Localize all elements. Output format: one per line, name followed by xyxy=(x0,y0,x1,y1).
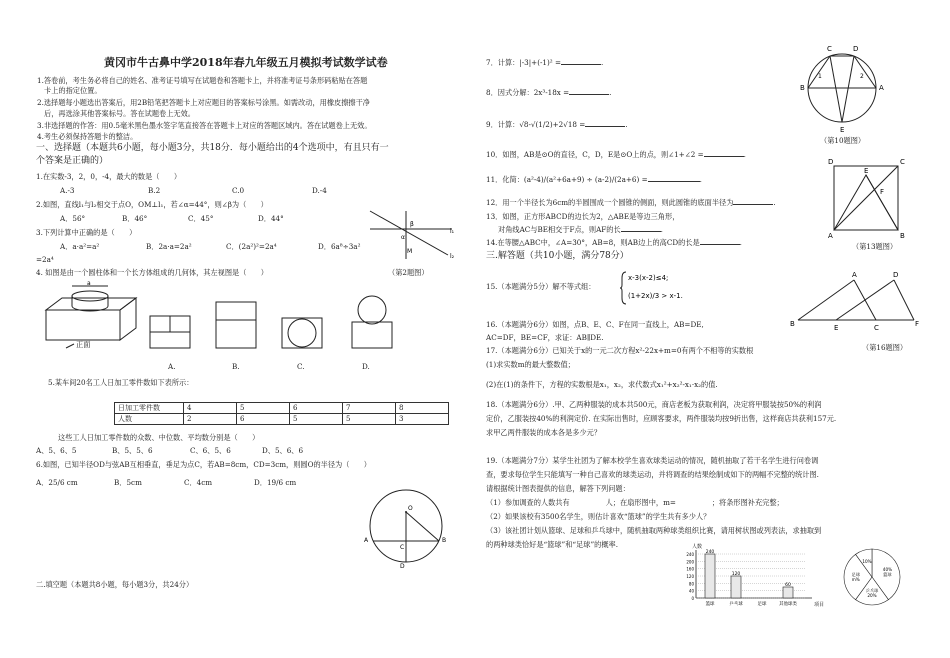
tick-label: 120 xyxy=(686,574,694,579)
question-18: 18.（本题满分6分）.甲、乙两种服装的成本共500元，商店老板为获取利润，决定将甲服装按50%的利润 xyxy=(486,400,822,409)
question-2: 2.如图，直线l₁与l₂相交于点O，OM⊥l₁，若∠α=44°，则∠β为（ ） xyxy=(36,200,268,209)
slice-label: 20% xyxy=(867,593,877,599)
front-label: 正面 xyxy=(76,340,91,349)
q4-option-shapes xyxy=(150,298,390,354)
section-heading: 三.解答题（共10小题，满分78分） xyxy=(486,251,629,261)
option: C、6、5、6 xyxy=(190,446,231,455)
bar xyxy=(731,576,741,598)
instruction-line: 3.非选择题的作答：用0.5毫米黑色墨水签字笔直接答在答题卡上对应的答题区域内。答在试题卷上无效。 xyxy=(37,121,372,130)
slice-label: 篮球 xyxy=(883,571,892,577)
table-cell: 人数 xyxy=(115,414,184,425)
category-label: 乒乓球 xyxy=(729,602,743,607)
data-label: 240 xyxy=(705,550,715,555)
question-19-4: 的两种球类恰好是“篮球”和“足球”的概率. xyxy=(486,540,618,549)
point-label: D xyxy=(853,45,859,53)
option: D．19/6 cm xyxy=(254,478,297,487)
category-label: 篮球 xyxy=(705,602,715,607)
table-cell: 日加工零件数 xyxy=(115,403,184,414)
option: B. xyxy=(232,362,240,371)
svg-text:β: β xyxy=(410,221,414,228)
option: =2a⁴ xyxy=(36,255,54,264)
point-label: E xyxy=(840,126,845,134)
table-cell: 6 xyxy=(237,414,290,425)
bar xyxy=(705,554,715,598)
question-19-3: （3）该社团计划从篮球、足球和乒乓球中，随机抽取两种球类组织比赛，请用树状图或列表法，求抽取到 xyxy=(486,526,822,535)
question-15: 15.（本题满分5分）解不等式组： xyxy=(486,282,596,291)
question-1: 1.在实数-3，2，0，-4，最大的数是（ ） xyxy=(36,172,182,181)
point-label: A xyxy=(828,232,833,240)
bar xyxy=(783,587,793,598)
point-label: A xyxy=(852,271,857,279)
question-text: 10．如图，AB是⊙O的直径，C，D，E是⊙O上的点，则∠1+∠2 = xyxy=(486,150,704,159)
table-cell: 2 xyxy=(184,414,237,425)
q16-triangles-figure xyxy=(790,270,920,332)
table-cell: 5 xyxy=(290,414,343,425)
question-10: 10．如图，AB是⊙O的直径，C，D，E是⊙O上的点，则∠1+∠2 = . xyxy=(486,150,746,159)
point-label: B xyxy=(790,320,795,328)
answer-blank xyxy=(700,244,740,245)
question-19c: 请根据统计图表提供的信息，解答下列问题： xyxy=(486,484,630,493)
question-7: 7．计算：|-3|+(-1)² = . xyxy=(486,58,604,67)
fill-section-heading: 二.填空题（本题共8小题，每小题3分，共24分） xyxy=(36,580,194,589)
point-label: C xyxy=(400,544,405,551)
option: C．(2a²)²=2a⁴ xyxy=(226,242,277,251)
question-text: 8．因式分解：2x³-18x = xyxy=(486,88,570,97)
point-label: C xyxy=(827,45,832,53)
q4-solid-figure xyxy=(40,282,144,352)
point-label: E xyxy=(834,324,839,332)
option: A. xyxy=(168,362,176,371)
data-label: 120 xyxy=(731,572,741,577)
point-label: D xyxy=(400,563,405,570)
option: C.0 xyxy=(232,186,245,195)
tick-label: 80 xyxy=(688,581,694,587)
table-cell: 8 xyxy=(396,403,449,414)
system-line: (1+2x)/3 > x-1. xyxy=(628,292,683,300)
point-label: F xyxy=(880,188,885,196)
question-16b: AC=DF，BE=CF，求证：AB∥DE. xyxy=(486,333,604,342)
option: B．2a·a=2a² xyxy=(146,242,192,251)
option: A．a·a²=a² xyxy=(60,242,100,251)
slice-label: 乒乓球 xyxy=(865,588,879,594)
question-17: 17.（本题满分6分）已知关于x的一元二次方程x²-22x+m=0有两个不相等的实数根 xyxy=(486,346,754,355)
tick-label: 240 xyxy=(686,552,694,557)
slice-label: m% xyxy=(851,577,860,582)
question-12: 12．用一个半径长为6cm的半圆围成一个圆锥的侧面，则此圆锥的底面半径为 . xyxy=(486,198,776,207)
option: C. xyxy=(297,362,305,371)
point-label: O xyxy=(408,505,413,512)
svg-text:l₁: l₁ xyxy=(450,228,455,235)
point-label: F xyxy=(915,320,920,328)
option: B．5cm xyxy=(114,478,142,487)
figure-caption: （第16题图） xyxy=(862,343,908,352)
option: A．25/6 cm xyxy=(36,478,78,487)
answer-blank xyxy=(561,64,601,65)
category-label: 足球 xyxy=(757,602,767,607)
system-line: x-3(x-2)≤4; xyxy=(628,274,669,282)
option: A、5、6、5 xyxy=(36,446,77,455)
option: D. xyxy=(362,362,370,371)
answer-blank xyxy=(733,204,773,205)
answer-blank xyxy=(585,126,625,127)
slice-label: 40% xyxy=(882,566,893,572)
question-3: 3.下列计算中正确的是（ ） xyxy=(36,228,137,237)
question-text: 11．化简：(a²-4)/(a²+6a+9) ÷ (a-2)/(2a+6) = xyxy=(486,175,648,184)
question-19b: 查，要求每位学生只能填写一种自己喜欢的球类运动，并将调查的结果绘制成如下的两幅不完整的统计图. xyxy=(486,470,819,479)
instruction-line: 卡上的指定位置。 xyxy=(44,86,102,95)
section-heading: 个答案是正确的） xyxy=(36,156,109,166)
question-text: 对角线AC与BE相交于F点，则AF的长 xyxy=(498,225,621,234)
point-label: A xyxy=(364,537,369,544)
svg-text:l₂: l₂ xyxy=(450,253,455,260)
svg-text:M: M xyxy=(407,248,413,255)
figure-caption: （第2题图） xyxy=(388,268,429,277)
point-label: D xyxy=(828,158,834,166)
question-11: 11．化简：(a²-4)/(a²+6a+9) ÷ (a-2)/(2a+6) = . xyxy=(486,175,702,184)
figure-caption: （第13题图） xyxy=(852,242,898,251)
question-18b: 定价，乙服装按40%的利润定价. 在实际出售时，应顾客要求，两件服装均按9折出售，这样商店共获利157元. xyxy=(486,414,837,423)
question-text: 9．计算：√8-√(1/2)+2√18 = xyxy=(486,120,586,129)
question-19: 19.（本题满分7分）某学生社团为了解本校学生喜欢球类运动的情况，随机抽取了若干名学生进行问卷调 xyxy=(486,456,819,465)
svg-text:α: α xyxy=(401,234,405,241)
question-5: 5.某车间20名工人日加工零件数如下表所示： xyxy=(48,378,194,387)
table-row xyxy=(115,414,449,425)
category-label: 其他球类 xyxy=(779,602,797,607)
question-9: 9．计算：√8-√(1/2)+2√18 = . xyxy=(486,120,628,129)
point-label: C xyxy=(900,158,905,166)
q4-dim-label: a xyxy=(87,280,91,287)
q2-figure xyxy=(366,205,456,265)
answer-blank xyxy=(621,231,661,232)
tick-label: 200 xyxy=(686,559,694,565)
option: B.2 xyxy=(148,186,161,195)
question-6: 6.如图，已知半径OD与弦AB互相垂直，垂足为点C，若AB=8cm，CD=3cm，则圆O的半径为（ ） xyxy=(36,460,371,469)
q6-circle-figure xyxy=(366,488,446,568)
question-19-1: （1）参加调查的人数共有 人；在扇形图中，m= ；将条形图补充完整； xyxy=(486,498,784,507)
question-text: 14.在等腰△ABC中，∠A=30°，AB=8，则AB边上的高CD的长是 xyxy=(486,238,700,247)
option: B．46° xyxy=(122,214,148,223)
point-label: B xyxy=(800,84,805,92)
q19-bar-chart xyxy=(680,544,830,610)
q5-table xyxy=(114,402,449,425)
point-label: E xyxy=(864,167,869,175)
question-text: 7．计算：|-3|+(-1)² = xyxy=(486,58,561,67)
option: D、5、6、6 xyxy=(262,446,304,455)
question-13b: 对角线AC与BE相交于F点，则AF的长 . xyxy=(498,225,663,234)
point-label: D xyxy=(893,271,899,279)
option: C．4cm xyxy=(184,478,213,487)
q15-system-figure xyxy=(620,270,710,306)
table-cell: 5 xyxy=(343,414,396,425)
question-text: 12．用一个半径长为6cm的半圆围成一个圆锥的侧面，则此圆锥的底面半径为 xyxy=(486,198,734,207)
table-cell: 7 xyxy=(343,403,396,414)
tick-label: 40 xyxy=(688,588,694,594)
x-axis-label: 项目 xyxy=(814,602,825,608)
angle-label: 1 xyxy=(818,73,822,80)
question-13: 13．如图，正方形ABCD的边长为2，△ABE是等边三角形， xyxy=(486,212,680,221)
question-17b: (2)在(1)的条件下，方程的实数根是x₁，x₂，求代数式x₁²+x₂²-x₁·x₂的值. xyxy=(486,380,718,389)
option: A.-3 xyxy=(60,186,75,195)
answer-blank xyxy=(648,181,700,182)
point-label: C xyxy=(874,324,879,332)
answer-blank xyxy=(569,94,609,95)
question-18c: 求甲乙两件服装的成本各是多少元？ xyxy=(486,428,602,437)
data-label: 60 xyxy=(785,583,791,588)
section-heading: 一、选择题（本题共6小题，每小题3分，共18分．每小题给出的4个选项中，有且只有一 xyxy=(36,143,389,153)
option: D．6a⁸÷3a² xyxy=(318,242,361,251)
instruction-line: 4.考生必须保持答题卡的整洁。 xyxy=(37,132,138,141)
option: B、5、5、6 xyxy=(112,446,153,455)
q19-pie-chart xyxy=(836,546,910,608)
tick-label: 160 xyxy=(686,566,694,572)
option: D．44° xyxy=(258,214,284,223)
figure-caption: （第10题图） xyxy=(820,136,866,145)
q13-square-figure xyxy=(824,158,914,242)
instruction-line: 后，再选涂其他答案标号。答在试题卷上无效。 xyxy=(44,109,195,118)
table-row xyxy=(115,403,449,414)
question-8: 8．因式分解：2x³-18x = . xyxy=(486,88,612,97)
instruction-line: 2.选择题每小题选出答案后，用2B铅笔把答题卡上对应题目的答案标号涂黑。如需改动，用橡皮擦擦干净 xyxy=(37,98,370,107)
q10-circle-figure xyxy=(796,42,896,142)
point-label: B xyxy=(900,232,905,240)
exam-title: 黄冈市牛古鼻中学2018年春九年级五月模拟考试数学试卷 xyxy=(104,56,388,69)
y-axis-label: 人数 xyxy=(692,544,703,550)
answer-blank xyxy=(704,156,744,157)
instruction-line: 1.答卷前，考生务必将自己的姓名、准考证号填写在试题卷和答题卡上，并将准考证号条形码粘贴在答题 xyxy=(37,76,368,85)
tick-label: 0 xyxy=(691,596,694,601)
question-16: 16.（本题满分6分）如图，点B、E、C、F在同一直线上，AB=DE, xyxy=(486,320,704,329)
table-cell: 5 xyxy=(237,403,290,414)
slice-label: 足球 xyxy=(851,572,860,577)
point-label: A xyxy=(879,84,884,92)
question-5-ask: 这些工人日加工零件数的众数、中位数、平均数分别是（ ） xyxy=(58,433,260,442)
angle-label: 2 xyxy=(860,73,864,80)
question-17a: (1)求实数m的最大整数值； xyxy=(486,360,575,369)
slice-label: 10% xyxy=(862,559,872,565)
question-14: 14.在等腰△ABC中，∠A=30°，AB=8，则AB边上的高CD的长是 . xyxy=(486,238,742,247)
question-19-2: （2）如果该校有3500名学生，则估计喜欢“篮球”的学生共有多少人？ xyxy=(486,512,711,521)
option: A．56° xyxy=(60,214,86,223)
point-label: B xyxy=(442,537,447,544)
option: C．45° xyxy=(188,214,214,223)
table-cell: 4 xyxy=(184,403,237,414)
option: D.-4 xyxy=(312,186,327,195)
question-4: 4. 如图是由一个圆柱体和一个长方体组成的几何体，其左视图是（ ） xyxy=(36,268,268,277)
table-cell: 6 xyxy=(290,403,343,414)
table-cell: 3 xyxy=(396,414,449,425)
